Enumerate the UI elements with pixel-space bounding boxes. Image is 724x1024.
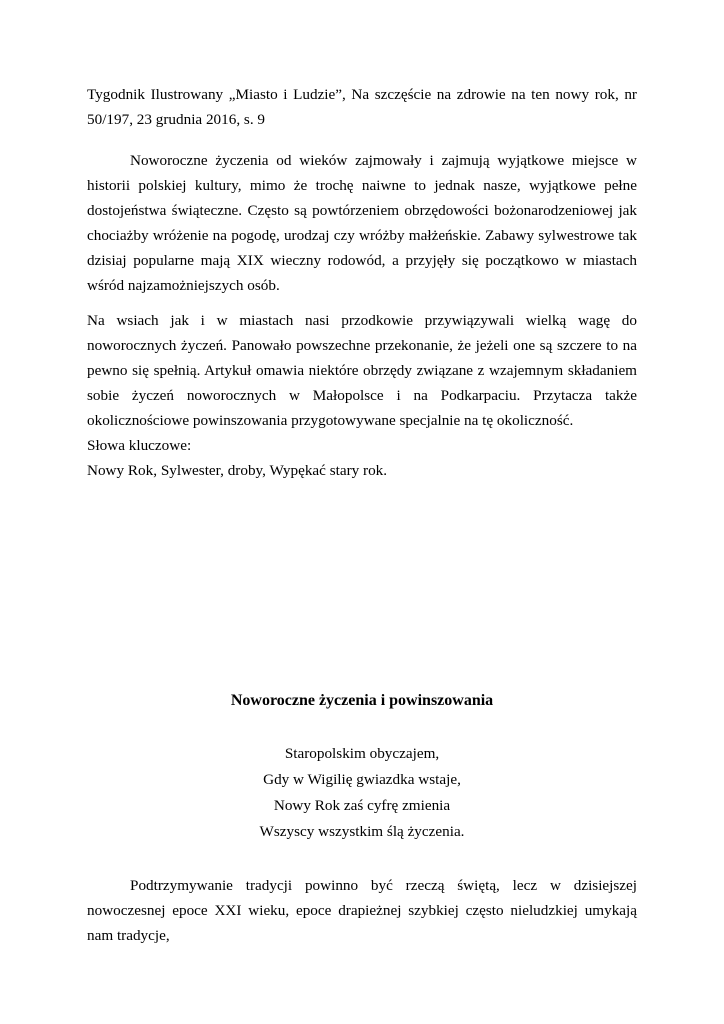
abstract-paragraph-2: Na wsiach jak i w miastach nasi przodkowie przywiązywali wielką wagę do noworocznych życzeń. Panowało powszechne przekonanie, że jeżeli one są szczere to na pewno się spełnią. Artykuł omawia niektóre obrzędy związane z wzajemnym składaniem sobie życzeń noworocznych w Małopolsce i na Podkarpaciu. Przytacza także okolicznościowe powinszowania przygotowywane specjalnie na tę okoliczność. (87, 312, 637, 429)
keywords-section (87, 433, 637, 483)
poem-line: Wszyscy wszystkim ślą życzenia. (259, 823, 465, 840)
keywords-label: Słowa kluczowe: (87, 437, 192, 454)
article-body-paragraph: Podtrzymywanie tradycji powinno być rzeczą świętą, lecz w dzisiejszej nowoczesnej epoce XXI wieku, epoce drapieżnej szybkiej często nieludzkiej umykają nam tradycje, (87, 877, 637, 944)
poem-line: Nowy Rok zaś cyfrę zmienia (273, 797, 451, 814)
poem (87, 741, 637, 845)
article-title: Noworoczne życzenia i powinszowania (230, 692, 494, 709)
keywords-list: Nowy Rok, Sylwester, droby, Wypękać stary rok. (87, 462, 388, 479)
citation: Tygodnik Ilustrowany „Miasto i Ludzie”, Na szczęście na zdrowie na ten nowy rok, nr 50/197, 23 grudnia 2016, s. 9 (87, 86, 637, 128)
abstract-paragraph-1: Noworoczne życzenia od wieków zajmowały i zajmują wyjątkowe miejsce w historii polskiej kultury, mimo że trochę naiwne to jednak nasze, wyjątkowe pełne dostojeństwa świąteczne. Często są powtórzeniem obrzędowości bożonarodzeniowej jak chociażby wróżenie na pogodę, urodzaj czy wróżby małżeńskie. Zabawy sylwestrowe tak dzisiaj popularne mają XIX wieczny rodowód, a przyjęły się początkowo w miastach wśród najzamożniejszych osób. (87, 152, 637, 294)
poem-line: Gdy w Wigilię gwiazdka wstaje, (263, 771, 461, 788)
poem-line: Staropolskim obyczajem, (284, 745, 440, 762)
